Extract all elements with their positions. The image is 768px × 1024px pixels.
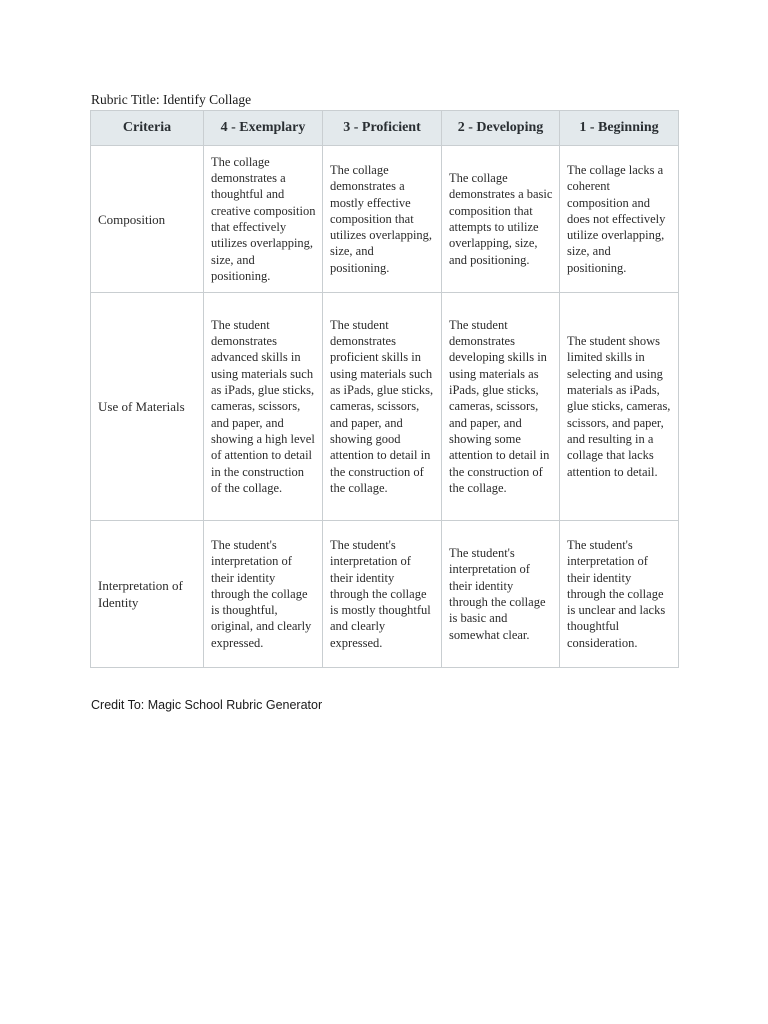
header-exemplary: 4 - Exemplary	[204, 111, 323, 146]
developing-cell: The student's interpretation of their identity through the collage is basic and somewhat clear.	[442, 521, 560, 668]
header-beginning: 1 - Beginning	[560, 111, 679, 146]
criterion-cell: Interpretation of Identity	[91, 521, 204, 668]
credit-line: Credit To: Magic School Rubric Generator	[91, 698, 323, 712]
exemplary-cell: The collage demonstrates a thoughtful and creative composition that effectively utilizes overlapping, size, and positioning.	[204, 146, 323, 293]
proficient-cell: The student demonstrates proficient skills in using materials such as iPads, glue sticks, cameras, scissors, and paper, and showing good attention to detail in the construction of the collage.	[323, 293, 442, 521]
exemplary-cell: The student demonstrates advanced skills in using materials such as iPads, glue sticks, cameras, scissors, and paper, and showing a high level of attention to detail in the construction of the collage.	[204, 293, 323, 521]
table-row	[91, 146, 679, 293]
exemplary-cell: The student's interpretation of their identity through the collage is thoughtful, original, and clearly expressed.	[204, 521, 323, 668]
beginning-cell: The collage lacks a coherent composition and does not effectively utilize overlapping, size, and positioning.	[560, 146, 679, 293]
table-row	[91, 293, 679, 521]
beginning-cell: The student shows limited skills in selecting and using materials as iPads, glue sticks, cameras, scissors, and paper, and resulting in a collage that lacks attention to detail.	[560, 293, 679, 521]
rubric-title: Rubric Title: Identify Collage	[91, 92, 252, 107]
developing-cell: The student demonstrates developing skills in using materials as iPads, glue sticks, cameras, scissors, and paper, and showing some attention to detail in the construction of the collage.	[442, 293, 560, 521]
table-row	[91, 521, 679, 668]
proficient-cell: The collage demonstrates a mostly effective composition that utilizes overlapping, size, and positioning.	[323, 146, 442, 293]
header-proficient: 3 - Proficient	[323, 111, 442, 146]
developing-cell: The collage demonstrates a basic composition that attempts to utilize overlapping, size, and positioning.	[442, 146, 560, 293]
header-developing: 2 - Developing	[442, 111, 560, 146]
rubric-table	[90, 110, 679, 668]
beginning-cell: The student's interpretation of their identity through the collage is unclear and lacks thoughtful consideration.	[560, 521, 679, 668]
criterion-cell: Composition	[91, 146, 204, 293]
header-row	[91, 111, 679, 146]
header-criteria: Criteria	[91, 111, 204, 146]
criterion-cell: Use of Materials	[91, 293, 204, 521]
proficient-cell: The student's interpretation of their identity through the collage is mostly thoughtful and clearly expressed.	[323, 521, 442, 668]
